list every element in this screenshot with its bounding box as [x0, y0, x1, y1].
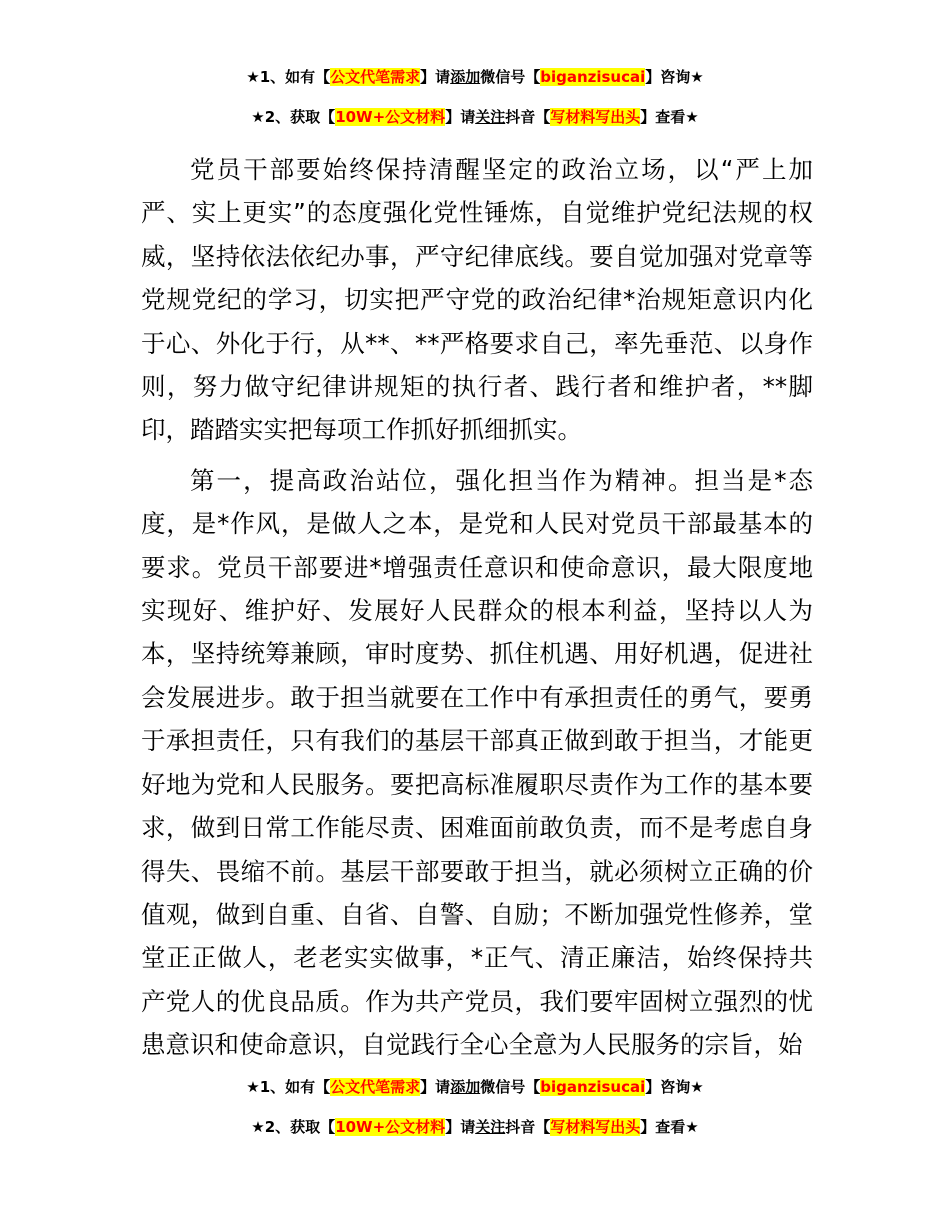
banner-underlined-text: 关注	[475, 108, 506, 126]
banner-highlight-wechat-id: biganzisucai	[540, 68, 646, 86]
banner-text: 微信号【	[480, 68, 541, 86]
banner-text: 抖音【	[505, 1118, 551, 1136]
banner-highlight-douyin-account: 写材料写出头	[550, 108, 641, 126]
banner-text: 】请	[420, 68, 451, 86]
header-banner-line-2	[0, 106, 950, 128]
banner-underlined-text: 关注	[475, 1118, 506, 1136]
document-body	[141, 148, 813, 1074]
header-banner-line-1	[0, 66, 950, 88]
banner-prefix: ★2、获取【	[251, 108, 336, 126]
banner-text: 抖音【	[505, 108, 551, 126]
banner-highlight-service: 公文代笔需求	[330, 1078, 421, 1096]
footer-banner-line-2	[0, 1116, 950, 1138]
banner-suffix: 】查看★	[640, 108, 699, 126]
banner-text: 】请	[420, 1078, 451, 1096]
banner-highlight-materials: 10W+公文材料	[335, 1118, 446, 1136]
banner-highlight-douyin-account: 写材料写出头	[550, 1118, 641, 1136]
banner-suffix: 】查看★	[640, 1118, 699, 1136]
banner-text: 】请	[445, 1118, 476, 1136]
banner-underlined-text: 添加	[450, 68, 481, 86]
banner-text: 微信号【	[480, 1078, 541, 1096]
body-paragraph-1: 党员干部要始终保持清醒坚定的政治立场，以“严上加严、实上更实”的态度强化党性锤炼，自觉维护党纪法规的权威，坚持依法依纪办事，严守纪律底线。要自觉加强对党章等党规党纪的学习，切实把严守党的政治纪律*治规矩意识内化于心、外化于行，从**、**严格要求自己，率先垂范、以身作则，努力做守纪律讲规矩的执行者、践行者和维护者，**脚印，踏踏实实把每项工作抓好抓细抓实。	[141, 155, 813, 445]
banner-underlined-text: 添加	[450, 1078, 481, 1096]
banner-highlight-wechat-id: biganzisucai	[540, 1078, 646, 1096]
banner-suffix: 】咨询★	[645, 68, 704, 86]
banner-highlight-materials: 10W+公文材料	[335, 108, 446, 126]
banner-text: 】请	[445, 108, 476, 126]
footer-banner-line-1	[0, 1076, 950, 1098]
banner-highlight-service: 公文代笔需求	[330, 68, 421, 86]
body-paragraph-2: 第一，提高政治站位，强化担当作为精神。担当是*态度，是*作风，是做人之本，是党和人民对党员干部最基本的要求。党员干部要进*增强责任意识和使命意识，最大限度地实现好、维护好、发展好人民群众的根本利益，坚持以人为本，坚持统筹兼顾，审时度势、抓住机遇、用好机遇，促进社会发展进步。敢于担当就要在工作中有承担责任的勇气，要勇于承担责任，只有我们的基层干部真正做到敢于担当，才能更好地为党和人民服务。要把高标准履职尽责作为工作的基本要求，做到日常工作能尽责、困难面前敢负责，而不是考虑自身得失、畏缩不前。基层干部要敢于担当，就必须树立正确的价值观，做到自重、自省、自警、自励；不断加强党性修养，堂堂正正做人，老老实实做事，*正气、清正廉洁，始终保持共产党人的优良品质。作为共产党员，我们要牢固树立强烈的忧患意识和使命意识，自觉践行全心全意为人民服务的宗旨，始	[141, 465, 813, 1060]
banner-prefix: ★2、获取【	[251, 1118, 336, 1136]
banner-prefix: ★1、如有【	[246, 68, 331, 86]
banner-suffix: 】咨询★	[645, 1078, 704, 1096]
banner-prefix: ★1、如有【	[246, 1078, 331, 1096]
